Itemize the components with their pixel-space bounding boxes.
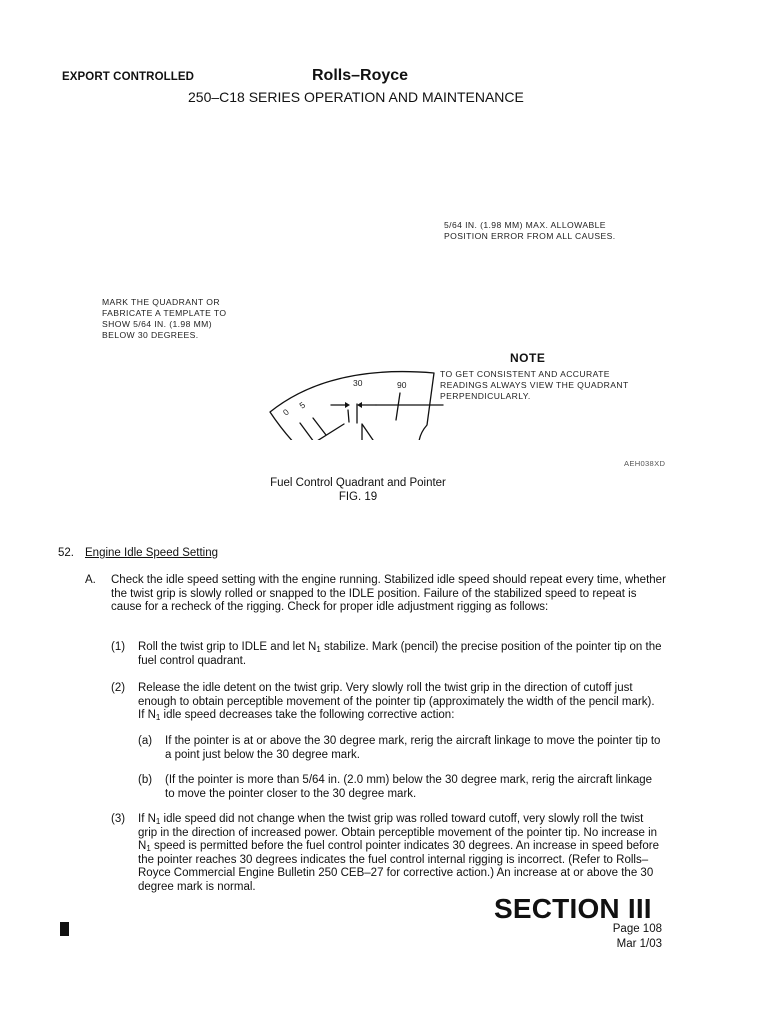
tick-30a <box>348 410 349 422</box>
note-heading: NOTE <box>510 351 546 365</box>
figure-caption-title: Fuel Control Quadrant and Pointer <box>270 477 446 489</box>
revision-date: Mar 1/03 <box>616 938 662 950</box>
callout-mark-quadrant: MARK THE QUADRANT OR FABRICATE A TEMPLATE TO SHOW 5/64 IN. (1.98 MM) BELOW 30 DEGREES. <box>102 297 227 340</box>
scale-label-5: 5 <box>297 399 308 411</box>
scale-label-30: 30 <box>353 378 363 388</box>
leader-mark <box>228 424 344 440</box>
section-number: 52. <box>58 547 74 559</box>
section-title: Engine Idle Speed Setting <box>85 547 218 559</box>
sub-b-label: (b) <box>138 774 153 786</box>
step-2-label: (2) <box>111 682 126 694</box>
step-3-text: If $N_1$ idle speed did not change when the twist grip was rolled toward cutoff, very slowly roll the twist grip in the direction of increased power. Obtain perceptible movement of the pointer tip. No increase in $N_1$ speed is permitted before the fuel control pointer indicates 30 degrees. An increase in speed before the pointer reaches 30 degrees indicates the fuel control internal rigging is incorrect. (Refer to Rolls–Royce Commercial Engine Bulletin 250 CEB–27 for corrective action.) An increase at or above the 30 degree mark is normal. <box>138 813 660 893</box>
step-3-label: (3) <box>111 813 126 825</box>
quadrant-outline <box>270 372 459 440</box>
figure-caption-number: FIG. 19 <box>338 491 378 503</box>
sub-b-text: (If the pointer is more than 5/64 in. (2.0 mm) below the 30 degree mark, rerig the aircraft linkage to move the pointer closer to the 30 degree mark. <box>165 774 653 800</box>
scale-label-0: 0 <box>280 406 291 418</box>
page-number: Page 108 <box>612 923 662 935</box>
export-controlled-label: EXPORT CONTROLLED <box>62 71 195 83</box>
revision-bar <box>60 922 69 936</box>
para-a-text: Check the idle speed setting with the engine running. Stabilized idle speed should repeat every time, whether the twist grip is slowly rolled or snapped to the IDLE position. Failure of the stabilized speed to repeat is cause for a recheck of the rigging. Check for proper idle adjustment rigging as follows: <box>111 574 666 614</box>
tick-5 <box>313 418 326 435</box>
figure-code: AEH038XD <box>624 459 666 468</box>
step-1-label: (1) <box>111 641 126 653</box>
scale-label-90: 90 <box>397 380 407 390</box>
step-1-text: Roll the twist grip to IDLE and let $N_1$ stabilize. Mark (pencil) the precise position of the pointer tip on the fuel control quadrant. <box>138 641 662 667</box>
tick-0 <box>300 423 314 440</box>
para-a-label: A. <box>85 574 96 586</box>
sub-a-text: If the pointer is at or above the 30 degree mark, rerig the aircraft linkage to move the pointer tip to a point just below the 30 degree mark. <box>165 735 661 761</box>
document-title: 250–C18 SERIES OPERATION AND MAINTENANCE <box>188 89 524 105</box>
sub-a-label: (a) <box>138 735 153 747</box>
note-text: TO GET CONSISTENT AND ACCURATE READINGS ALWAYS VIEW THE QUADRANT PERPENDICULARLY. <box>440 369 629 401</box>
pointer <box>362 424 410 440</box>
step-2-text: Release the idle detent on the twist grip. Very slowly roll the twist grip in the direction of cutoff just enough to obtain perceptible movement of the pointer tip (approximately the width of the pencil mark). If $N_1$ idle speed decreases take the following corrective action: <box>138 682 655 723</box>
tick-90 <box>396 393 400 420</box>
brand-name: Rolls–Royce <box>312 67 409 84</box>
section-label: SECTION III <box>494 893 652 924</box>
callout-position-error: 5/64 IN. (1.98 MM) MAX. ALLOWABLE POSITION ERROR FROM ALL CAUSES. <box>444 220 616 241</box>
